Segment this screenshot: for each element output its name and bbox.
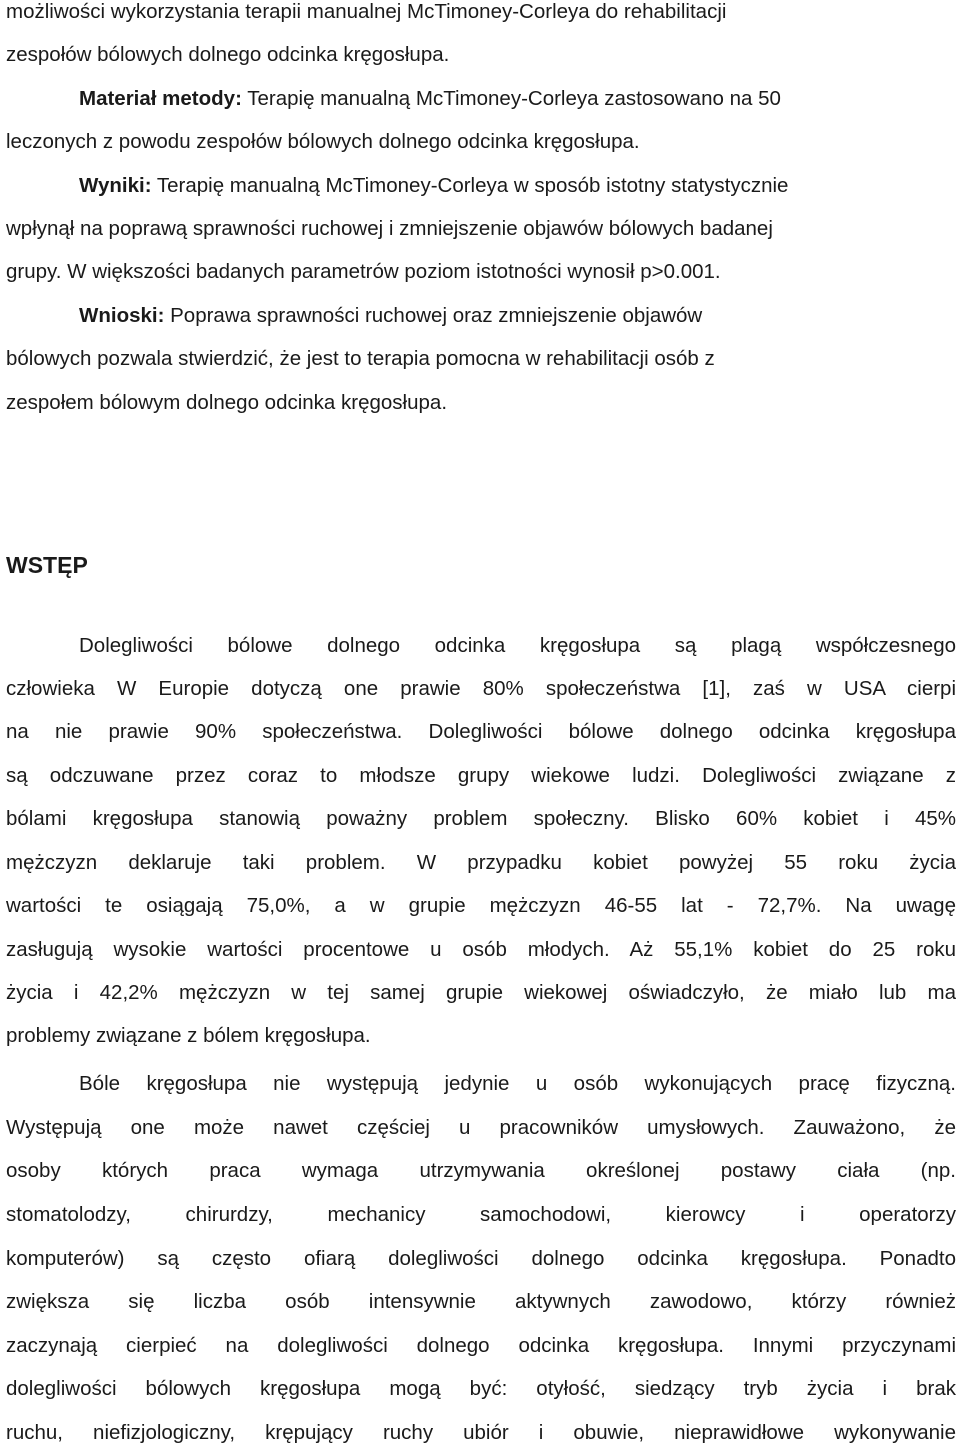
abstract-line: zespołem bólowym dolnego odcinka kręgosłupa. [6,391,448,414]
paragraph-line: Bóle kręgosłupa nie występują jedynie u osób wykonujących pracę fizyczną. [79,1072,956,1095]
paragraph-line: Występują one może nawet częściej u pracowników umysłowych. Zauważono, że [6,1116,956,1139]
method-label: Materiał metody: [79,87,242,110]
abstract-method [79,84,956,114]
abstract-line: zespołów bólowych dolnego odcinka kręgosłupa. [6,43,450,66]
abstract-results [79,171,956,201]
abstract-line: wpłynął na poprawą sprawności ruchowej i zmniejszenie objawów bólowych badanej [6,217,773,240]
paragraph-line: życia i 42,2% mężczyzn w tej samej grupie wiekowej oświadczyło, że miało lub ma [6,981,956,1004]
paragraph-line: mężczyzn deklaruje taki problem. W przypadku kobiet powyżej 55 roku życia [6,851,956,874]
results-text: Terapię manualną McTimoney-Corleya w sposób istotny statystycznie [151,174,789,197]
abstract-conclusions [79,301,956,331]
paragraph-line: na nie prawie 90% społeczeństwa. Dolegliwości bólowe dolnego odcinka kręgosłupa [6,720,956,743]
paragraph-line: Dolegliwości bólowe dolnego odcinka kręgosłupa są plagą współczesnego [79,634,956,657]
paragraph-line: zaczynają cierpieć na dolegliwości dolnego odcinka kręgosłupa. Innymi przyczynami [6,1334,956,1357]
abstract-line: leczonych z powodu zespołów bólowych dolnego odcinka kręgosłupa. [6,130,640,153]
paragraph-line: człowieka W Europie dotyczą one prawie 80% społeczeństwa [1], zaś w USA cierpi [6,677,956,700]
abstract-line: możliwości wykorzystania terapii manualnej McTimoney-Corleya do rehabilitacji [6,0,727,23]
paragraph-line: osoby których praca wymaga utrzymywania określonej postawy ciała (np. [6,1159,956,1182]
results-label: Wyniki: [79,174,152,197]
paragraph-line: zasługują wysokie wartości procentowe u osób młodych. Aż 55,1% kobiet do 25 roku [6,938,956,961]
paragraph-line: problemy związane z bólem kręgosłupa. [6,1024,371,1047]
paragraph-line: dolegliwości bólowych kręgosłupa mogą być: otyłość, siedzący tryb życia i brak [6,1377,956,1400]
paragraph-line: wartości te osiągają 75,0%, a w grupie mężczyzn 46-55 lat - 72,7%. Na uwagę [6,894,956,917]
paragraph-line: zwiększa się liczba osób intensywnie aktywnych zawodowo, którzy również [6,1290,956,1313]
paragraph-line: stomatolodzy, chirurdzy, mechanicy samochodowi, kierowcy i operatorzy [6,1203,956,1226]
paragraph-line: bólami kręgosłupa stanowią poważny problem społeczny. Blisko 60% kobiet i 45% [6,807,956,830]
conclusions-label: Wnioski: [79,304,165,327]
method-text: Terapię manualną McTimoney-Corleya zastosowano na 50 [241,87,781,110]
paragraph-line: komputerów) są często ofiarą dolegliwości dolnego odcinka kręgosłupa. Ponadto [6,1247,956,1270]
paragraph-line: są odczuwane przez coraz to młodsze grupy wiekowe ludzi. Dolegliwości związane z [6,764,956,787]
abstract-line: grupy. W większości badanych parametrów poziom istotności wynosił p>0.001. [6,260,721,283]
conclusions-text: Poprawa sprawności ruchowej oraz zmniejszenie objawów [164,304,703,327]
paragraph-line: ruchu, niefizjologiczny, krępujący ruchy ubiór i obuwie, nieprawidłowe wykonywanie [6,1421,956,1444]
abstract-line: bólowych pozwala stwierdzić, że jest to terapia pomocna w rehabilitacji osób z [6,347,715,370]
section-heading: WSTĘP [6,552,88,578]
